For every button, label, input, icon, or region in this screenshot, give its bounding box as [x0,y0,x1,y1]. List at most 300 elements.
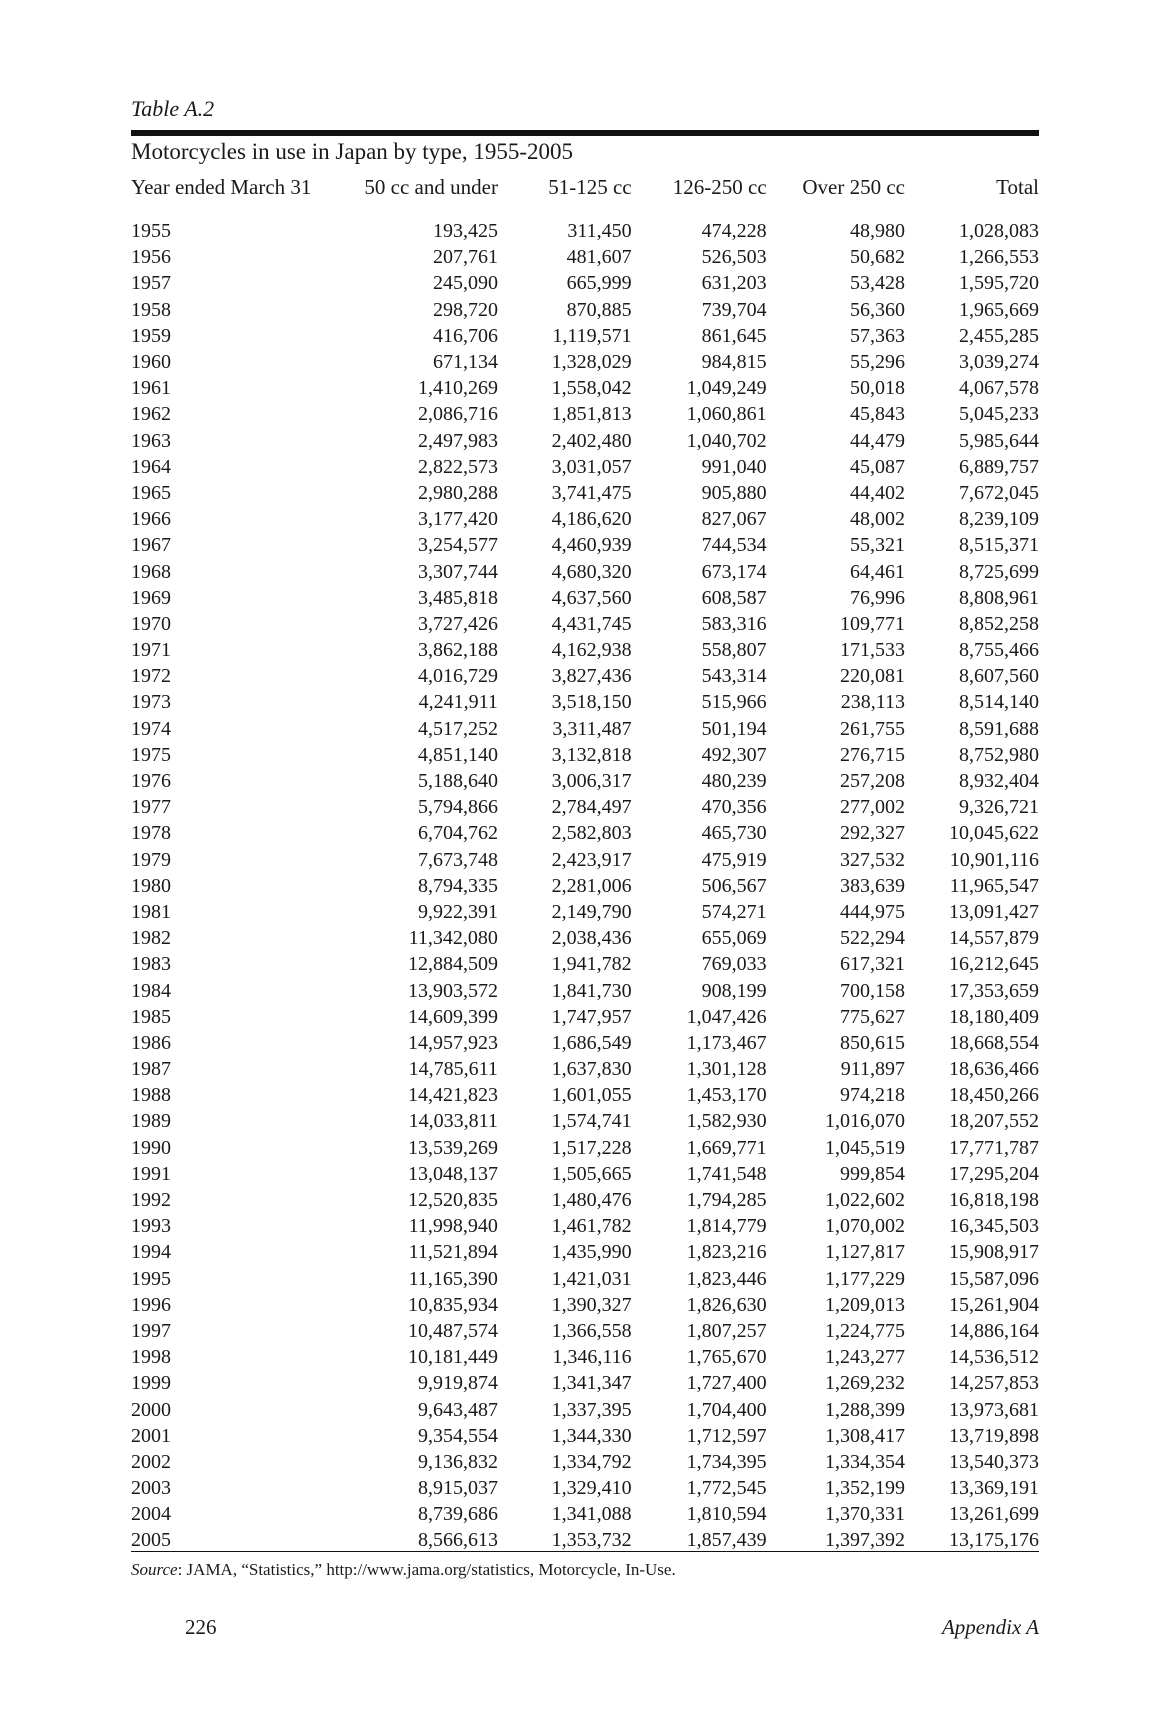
cell-under-50cc: 11,521,894 [408,1241,498,1264]
cell-over-250cc: 974,218 [840,1084,905,1107]
cell-year: 1957 [131,272,171,295]
cell-under-50cc: 9,643,487 [417,1398,498,1421]
cell-51-125cc: 1,747,957 [551,1005,632,1028]
cell-total: 17,771,787 [949,1136,1039,1159]
cell-year: 1966 [131,508,171,531]
cell-126-250cc: 1,301,128 [686,1058,767,1081]
table-row [131,1056,1039,1082]
cell-year: 1977 [131,796,171,819]
cell-over-250cc: 999,854 [840,1162,905,1185]
cell-year: 1991 [131,1162,171,1185]
cell-over-250cc: 53,428 [850,272,905,295]
cell-over-250cc: 45,843 [850,403,905,426]
cell-over-250cc: 383,639 [840,874,905,897]
cell-year: 2001 [131,1424,171,1447]
table-row [131,375,1039,401]
cell-51-125cc: 1,334,792 [551,1450,632,1473]
cell-over-250cc: 617,321 [840,953,905,976]
cell-51-125cc: 3,132,818 [551,743,632,766]
cell-51-125cc: 1,601,055 [551,1084,632,1107]
cell-51-125cc: 3,741,475 [551,481,632,504]
cell-126-250cc: 1,794,285 [686,1189,767,1212]
cell-under-50cc: 5,794,866 [417,796,498,819]
source-text: : JAMA, “Statistics,” http://www.jama.org/statistics, Motorcycle, In-Use. [177,1560,676,1579]
cell-51-125cc: 2,281,006 [551,874,632,897]
cell-over-250cc: 327,532 [840,848,905,871]
cell-year: 1985 [131,1005,171,1028]
cell-under-50cc: 11,998,940 [408,1215,498,1238]
table-row [131,1449,1039,1475]
table-row [131,1082,1039,1108]
cell-51-125cc: 1,505,665 [551,1162,632,1185]
cell-total: 8,755,466 [959,639,1039,662]
table-row [131,977,1039,1003]
cell-51-125cc: 2,038,436 [551,927,632,950]
cell-126-250cc: 739,704 [701,298,767,321]
cell-51-125cc: 1,421,031 [551,1267,632,1290]
running-footer: Appendix A [941,1615,1039,1639]
table-row [131,1370,1039,1396]
cell-year: 1967 [131,534,171,557]
cell-over-250cc: 700,158 [840,979,905,1002]
source-note [131,1560,676,1580]
cell-under-50cc: 14,609,399 [407,1005,498,1028]
cell-under-50cc: 3,254,577 [417,534,498,557]
cell-total: 13,540,373 [949,1450,1039,1473]
cell-total: 14,557,879 [949,927,1039,950]
cell-126-250cc: 515,966 [701,691,767,714]
cell-over-250cc: 50,682 [850,246,905,269]
cell-year: 1968 [131,560,171,583]
cell-over-250cc: 44,479 [850,429,905,452]
cell-over-250cc: 1,243,277 [825,1346,905,1369]
table-row [131,899,1039,925]
cell-total: 18,668,554 [949,1031,1039,1054]
cell-51-125cc: 4,637,560 [551,586,632,609]
cell-126-250cc: 1,049,249 [686,377,767,400]
table-row [131,480,1039,506]
column-header-126-250cc: 126-250 cc [672,174,767,199]
table-caption: Motorcycles in use in Japan by type, 1955-2005 [131,139,574,164]
cell-total: 1,266,553 [959,246,1039,269]
cell-total: 8,515,371 [959,534,1039,557]
table-row [131,323,1039,349]
cell-126-250cc: 1,734,395 [686,1450,767,1473]
column-header-over-250cc: Over 250 cc [802,174,905,199]
cell-total: 13,369,191 [949,1477,1039,1500]
cell-total: 14,257,853 [949,1372,1039,1395]
column-header-year: Year ended March 31 [131,174,312,199]
cell-126-250cc: 470,356 [701,796,767,819]
cell-under-50cc: 7,673,748 [417,848,498,871]
table-row [131,1423,1039,1449]
cell-under-50cc: 14,785,611 [408,1058,498,1081]
table-row [131,1318,1039,1344]
table-row [131,716,1039,742]
table-row [131,1344,1039,1370]
cell-over-250cc: 1,288,399 [825,1398,905,1421]
cell-over-250cc: 775,627 [840,1005,905,1028]
cell-over-250cc: 76,996 [850,586,905,609]
cell-126-250cc: 1,823,216 [686,1241,767,1264]
cell-126-250cc: 543,314 [701,665,767,688]
cell-126-250cc: 574,271 [701,900,767,923]
cell-51-125cc: 4,186,620 [551,508,632,531]
cell-year: 1964 [131,455,171,478]
cell-year: 1994 [131,1241,171,1264]
cell-under-50cc: 4,517,252 [417,717,498,740]
cell-over-250cc: 56,360 [850,298,905,321]
cell-51-125cc: 4,162,938 [551,639,632,662]
cell-51-125cc: 1,841,730 [551,979,632,1002]
cell-51-125cc: 4,460,939 [551,534,632,557]
cell-51-125cc: 1,341,347 [551,1372,632,1395]
cell-year: 1995 [131,1267,171,1290]
cell-126-250cc: 558,807 [701,639,767,662]
table-row [131,558,1039,584]
cell-under-50cc: 4,851,140 [417,743,498,766]
table-row [131,218,1039,244]
cell-under-50cc: 3,307,744 [417,560,498,583]
table-row [131,663,1039,689]
cell-126-250cc: 1,582,930 [686,1110,767,1133]
cell-total: 15,261,904 [949,1293,1039,1316]
cell-total: 4,067,578 [959,377,1039,400]
cell-year: 2004 [131,1503,171,1526]
cell-126-250cc: 1,712,597 [686,1424,767,1447]
table-row [131,1527,1039,1553]
cell-year: 2002 [131,1450,171,1473]
cell-total: 13,973,681 [949,1398,1039,1421]
cell-under-50cc: 9,919,874 [417,1372,498,1395]
table-row [131,1266,1039,1292]
cell-total: 13,091,427 [949,900,1039,923]
cell-under-50cc: 12,884,509 [407,953,498,976]
cell-51-125cc: 1,558,042 [551,377,632,400]
cell-51-125cc: 311,450 [567,220,632,243]
table-row [131,820,1039,846]
cell-over-250cc: 257,208 [840,770,905,793]
cell-year: 1982 [131,927,171,950]
cell-over-250cc: 1,209,013 [825,1293,905,1316]
cell-year: 1974 [131,717,171,740]
cell-under-50cc: 8,915,037 [417,1477,498,1500]
cell-year: 1969 [131,586,171,609]
cell-year: 1958 [131,298,171,321]
table-row [131,401,1039,427]
cell-year: 1986 [131,1031,171,1054]
cell-total: 18,207,552 [949,1110,1039,1133]
cell-126-250cc: 744,534 [701,534,767,557]
cell-126-250cc: 1,823,446 [686,1267,767,1290]
cell-year: 1963 [131,429,171,452]
cell-126-250cc: 492,307 [701,743,767,766]
cell-126-250cc: 1,826,630 [686,1293,767,1316]
cell-under-50cc: 3,727,426 [417,612,498,635]
cell-over-250cc: 55,296 [850,351,905,374]
cell-year: 1980 [131,874,171,897]
cell-total: 13,719,898 [949,1424,1039,1447]
cell-51-125cc: 1,337,395 [551,1398,632,1421]
cell-under-50cc: 10,181,449 [407,1346,498,1369]
cell-126-250cc: 1,669,771 [686,1136,767,1159]
cell-under-50cc: 2,822,573 [417,455,498,478]
cell-under-50cc: 10,835,934 [407,1293,498,1316]
cell-51-125cc: 1,435,990 [551,1241,632,1264]
table-row [131,297,1039,323]
cell-51-125cc: 1,941,782 [551,953,632,976]
cell-total: 17,295,204 [949,1162,1039,1185]
cell-over-250cc: 1,352,199 [825,1477,905,1500]
cell-over-250cc: 1,127,817 [825,1241,905,1264]
cell-over-250cc: 277,002 [840,796,905,819]
cell-year: 1975 [131,743,171,766]
cell-126-250cc: 1,453,170 [686,1084,767,1107]
cell-total: 17,353,659 [949,979,1039,1002]
cell-year: 1990 [131,1136,171,1159]
cell-126-250cc: 905,880 [701,481,767,504]
cell-year: 1981 [131,900,171,923]
cell-126-250cc: 506,567 [701,874,767,897]
cell-under-50cc: 1,410,269 [417,377,498,400]
cell-over-250cc: 238,113 [840,691,905,714]
cell-126-250cc: 1,060,861 [686,403,767,426]
cell-year: 1960 [131,351,171,374]
cell-over-250cc: 1,022,602 [825,1189,905,1212]
cell-under-50cc: 14,033,811 [408,1110,498,1133]
top-rule [131,130,1039,136]
cell-under-50cc: 12,520,835 [407,1189,498,1212]
cell-year: 1955 [131,220,171,243]
cell-total: 8,932,404 [959,770,1039,793]
cell-51-125cc: 1,328,029 [551,351,632,374]
cell-total: 8,607,560 [959,665,1039,688]
cell-under-50cc: 9,922,391 [417,900,498,923]
cell-51-125cc: 1,480,476 [551,1189,632,1212]
table-row [131,1239,1039,1265]
cell-51-125cc: 1,346,116 [552,1346,632,1369]
cell-total: 8,808,961 [959,586,1039,609]
cell-year: 1987 [131,1058,171,1081]
table-row [131,1004,1039,1030]
table-row [131,1292,1039,1318]
cell-51-125cc: 3,827,436 [551,665,632,688]
cell-total: 16,212,645 [949,953,1039,976]
cell-year: 1992 [131,1189,171,1212]
cell-under-50cc: 4,016,729 [417,665,498,688]
cell-under-50cc: 8,566,613 [417,1529,498,1552]
cell-126-250cc: 474,228 [701,220,767,243]
cell-under-50cc: 13,048,137 [407,1162,498,1185]
cell-under-50cc: 14,421,823 [407,1084,498,1107]
table-row [131,270,1039,296]
table-row [131,1135,1039,1161]
cell-year: 1984 [131,979,171,1002]
table-row [131,637,1039,663]
cell-126-250cc: 465,730 [701,822,767,845]
table-row [131,1501,1039,1527]
table-row [131,1213,1039,1239]
cell-51-125cc: 1,637,830 [551,1058,632,1081]
cell-126-250cc: 1,704,400 [686,1398,767,1421]
cell-under-50cc: 4,241,911 [418,691,498,714]
cell-under-50cc: 14,957,923 [407,1031,498,1054]
cell-126-250cc: 908,199 [701,979,767,1002]
cell-under-50cc: 3,862,188 [417,639,498,662]
cell-126-250cc: 526,503 [701,246,767,269]
cell-under-50cc: 416,706 [432,324,498,347]
cell-total: 15,908,917 [949,1241,1039,1264]
cell-over-250cc: 911,897 [840,1058,905,1081]
cell-under-50cc: 207,761 [432,246,498,269]
cell-year: 1993 [131,1215,171,1238]
cell-under-50cc: 8,739,686 [417,1503,498,1526]
cell-year: 1983 [131,953,171,976]
cell-under-50cc: 2,497,983 [417,429,498,452]
cell-over-250cc: 55,321 [850,534,905,557]
cell-over-250cc: 444,975 [840,900,905,923]
cell-51-125cc: 4,680,320 [551,560,632,583]
cell-under-50cc: 10,487,574 [407,1319,498,1342]
cell-51-125cc: 1,390,327 [551,1293,632,1316]
cell-total: 2,455,285 [959,324,1039,347]
table-row [131,1108,1039,1134]
cell-year: 1956 [131,246,171,269]
cell-126-250cc: 475,919 [701,848,767,871]
table-row [131,742,1039,768]
column-header-51-125cc: 51-125 cc [548,174,632,199]
cell-year: 1959 [131,324,171,347]
table-row [131,428,1039,454]
table-row [131,611,1039,637]
cell-total: 8,852,258 [959,612,1039,635]
table-row [131,454,1039,480]
cell-year: 1972 [131,665,171,688]
cell-over-250cc: 64,461 [850,560,905,583]
table-row [131,585,1039,611]
cell-over-250cc: 1,370,331 [825,1503,905,1526]
cell-51-125cc: 1,344,330 [551,1424,632,1447]
cell-126-250cc: 631,203 [701,272,767,295]
cell-under-50cc: 245,090 [432,272,498,295]
cell-total: 13,175,176 [949,1529,1039,1552]
cell-total: 16,818,198 [949,1189,1039,1212]
table-row [131,1396,1039,1422]
cell-year: 1976 [131,770,171,793]
cell-126-250cc: 655,069 [701,927,767,950]
cell-51-125cc: 1,329,410 [551,1477,632,1500]
cell-126-250cc: 1,814,779 [686,1215,767,1238]
cell-51-125cc: 1,574,741 [551,1110,632,1133]
cell-126-250cc: 1,857,439 [686,1529,767,1552]
cell-126-250cc: 1,772,545 [686,1477,767,1500]
cell-total: 8,239,109 [959,508,1039,531]
cell-under-50cc: 3,177,420 [417,508,498,531]
cell-total: 16,345,503 [949,1215,1039,1238]
header-row [131,170,1039,204]
cell-year: 1988 [131,1084,171,1107]
cell-total: 9,326,721 [959,796,1039,819]
cell-total: 10,901,116 [949,848,1039,871]
table-label: Table A.2 [131,96,215,121]
cell-total: 18,450,266 [949,1084,1039,1107]
cell-over-250cc: 220,081 [840,665,905,688]
cell-total: 18,180,409 [949,1005,1039,1028]
cell-under-50cc: 193,425 [432,220,498,243]
cell-year: 1965 [131,481,171,504]
cell-total: 8,725,699 [959,560,1039,583]
cell-51-125cc: 1,686,549 [551,1031,632,1054]
cell-51-125cc: 1,851,813 [551,403,632,426]
header-spacer [131,204,1039,218]
cell-over-250cc: 44,402 [850,481,905,504]
cell-year: 2000 [131,1398,171,1421]
cell-51-125cc: 3,311,487 [552,717,632,740]
table-row [131,532,1039,558]
cell-under-50cc: 13,903,572 [407,979,498,1002]
cell-51-125cc: 4,431,745 [551,612,632,635]
cell-under-50cc: 5,188,640 [417,770,498,793]
cell-over-250cc: 57,363 [850,324,905,347]
column-header-total: Total [996,174,1039,199]
cell-under-50cc: 6,704,762 [417,822,498,845]
cell-over-250cc: 261,755 [840,717,905,740]
cell-51-125cc: 3,031,057 [551,455,632,478]
table-row [131,506,1039,532]
table-row [131,768,1039,794]
cell-total: 15,587,096 [949,1267,1039,1290]
cell-126-250cc: 1,807,257 [686,1319,767,1342]
cell-over-250cc: 48,002 [850,508,905,531]
cell-under-50cc: 9,136,832 [417,1450,498,1473]
cell-126-250cc: 769,033 [701,953,767,976]
cell-total: 5,045,233 [959,403,1039,426]
cell-total: 8,752,980 [959,743,1039,766]
cell-year: 2005 [131,1529,171,1552]
cell-over-250cc: 1,177,229 [825,1267,905,1290]
data-table [131,170,1039,1554]
cell-total: 5,985,644 [959,429,1039,452]
cell-total: 18,636,466 [949,1058,1039,1081]
cell-total: 14,886,164 [949,1319,1039,1342]
cell-126-250cc: 991,040 [701,455,767,478]
cell-total: 1,028,083 [959,220,1039,243]
cell-year: 1999 [131,1372,171,1395]
cell-51-125cc: 2,402,480 [551,429,632,452]
cell-year: 1997 [131,1319,171,1342]
column-header-50cc: 50 cc and under [364,174,498,199]
table-row [131,1475,1039,1501]
cell-126-250cc: 861,645 [701,324,767,347]
cell-51-125cc: 1,353,732 [551,1529,632,1552]
cell-over-250cc: 1,224,775 [825,1319,905,1342]
cell-total: 6,889,757 [959,455,1039,478]
cell-year: 1989 [131,1110,171,1133]
page-number: 226 [185,1615,217,1639]
table-row [131,689,1039,715]
cell-51-125cc: 1,517,228 [551,1136,632,1159]
table-body [131,204,1039,1554]
table-row [131,244,1039,270]
cell-126-250cc: 480,239 [701,770,767,793]
cell-year: 1998 [131,1346,171,1369]
cell-126-250cc: 827,067 [701,508,767,531]
table-row [131,1161,1039,1187]
cell-over-250cc: 109,771 [840,612,905,635]
cell-over-250cc: 1,016,070 [825,1110,905,1133]
cell-over-250cc: 45,087 [850,455,905,478]
cell-over-250cc: 1,334,354 [825,1450,905,1473]
